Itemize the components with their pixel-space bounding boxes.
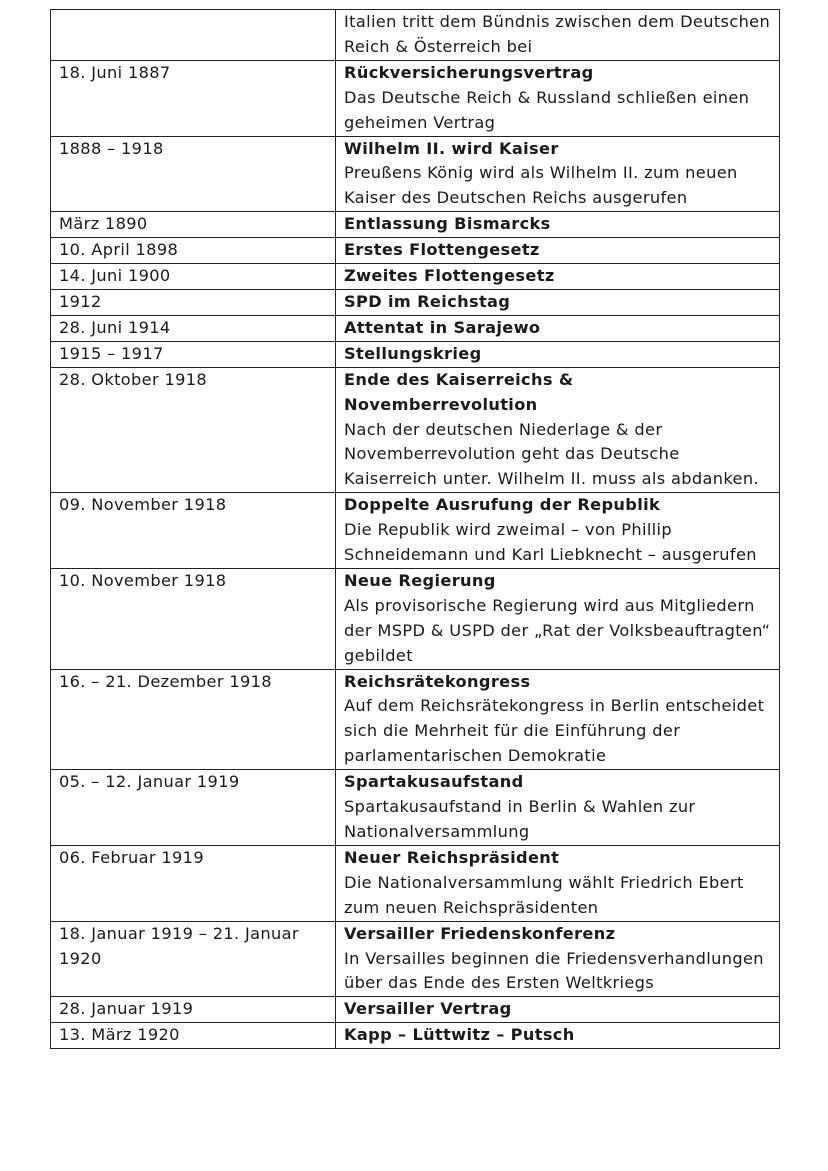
table-row: [51, 770, 780, 846]
event-cell: [336, 341, 780, 367]
event-date: 1888 – 1918: [59, 138, 164, 158]
date-cell: [51, 770, 336, 846]
event-cell: [336, 770, 780, 846]
event-cell: [336, 845, 780, 921]
event-description: In Versailles beginnen die Friedensverhandlungen über das Ende des Ersten Weltkriegs: [344, 948, 764, 993]
event-title: Stellungskrieg: [344, 343, 482, 363]
date-cell: [51, 493, 336, 569]
event-cell: [336, 315, 780, 341]
table-row: [51, 669, 780, 770]
event-title: Entlassung Bismarcks: [344, 214, 551, 234]
event-cell: [336, 1023, 780, 1049]
table-row: [51, 341, 780, 367]
event-title: SPD im Reichstag: [344, 291, 511, 311]
event-cell: [336, 997, 780, 1023]
event-cell: [336, 493, 780, 569]
event-title: Versailler Vertrag: [344, 999, 512, 1019]
event-cell: [336, 10, 780, 61]
event-date: März 1890: [59, 214, 148, 234]
table-row: [51, 289, 780, 315]
date-cell: [51, 367, 336, 493]
event-date: 1915 – 1917: [59, 343, 164, 363]
date-cell: [51, 10, 336, 61]
event-description: Die Republik wird zweimal – von Phillip Schneidemann und Karl Liebknecht – ausgerufen: [344, 520, 757, 565]
date-cell: [51, 669, 336, 770]
event-date: 28. Januar 1919: [59, 999, 194, 1019]
event-title: Erstes Flottengesetz: [344, 240, 540, 260]
event-cell: [336, 264, 780, 290]
date-cell: [51, 315, 336, 341]
table-row: [51, 315, 780, 341]
event-cell: [336, 289, 780, 315]
event-date: 10. November 1918: [59, 570, 227, 590]
date-cell: [51, 997, 336, 1023]
event-title: Ende des Kaiserreichs & Novemberrevolution: [344, 369, 574, 414]
event-date: 09. November 1918: [59, 495, 227, 515]
table-row: [51, 493, 780, 569]
event-date: 06. Februar 1919: [59, 847, 204, 867]
table-row: [51, 212, 780, 238]
table-row: [51, 10, 780, 61]
event-title: Doppelte Ausrufung der Republik: [344, 495, 661, 515]
event-description: Auf dem Reichsrätekongress in Berlin entscheidet sich die Mehrheit für die Einführung der parlamentarischen Demokratie: [344, 696, 765, 766]
event-title: Versailler Friedenskonferenz: [344, 923, 616, 943]
event-cell: [336, 568, 780, 669]
timeline-table: [50, 9, 780, 1049]
date-cell: [51, 136, 336, 212]
event-cell: [336, 60, 780, 136]
table-row: [51, 136, 780, 212]
table-row: [51, 845, 780, 921]
table-row: [51, 568, 780, 669]
table-row: [51, 367, 780, 493]
event-description: Nach der deutschen Niederlage & der Novemberrevolution geht das Deutsche Kaiserreich unter. Wilhelm II. muss als abdanken.: [344, 419, 759, 489]
date-cell: [51, 238, 336, 264]
event-title: Attentat in Sarajewo: [344, 317, 541, 337]
date-cell: [51, 845, 336, 921]
event-date: 28. Juni 1914: [59, 317, 171, 337]
event-description: Spartakusaufstand in Berlin & Wahlen zur Nationalversammlung: [344, 797, 696, 841]
table-row: [51, 997, 780, 1023]
date-cell: [51, 289, 336, 315]
event-title: Reichsrätekongress: [344, 671, 531, 691]
event-cell: [336, 921, 780, 997]
date-cell: [51, 921, 336, 997]
event-title: Wilhelm II. wird Kaiser: [344, 138, 559, 158]
event-cell: [336, 238, 780, 264]
event-date: 05. – 12. Januar 1919: [59, 772, 240, 792]
event-title: Spartakusaufstand: [344, 772, 524, 792]
table-row: [51, 1023, 780, 1049]
event-description: Das Deutsche Reich & Russland schließen einen geheimen Vertrag: [344, 87, 750, 132]
event-date: 16. – 21. Dezember 1918: [59, 671, 272, 691]
event-title: Zweites Flottengesetz: [344, 266, 555, 286]
event-title: Neuer Reichspräsident: [344, 847, 560, 867]
timeline-body: [51, 10, 780, 1049]
event-description: Als provisorische Regierung wird aus Mitgliedern der MSPD & USPD der „Rat der Volksbeauftragten“ gebildet: [344, 595, 771, 665]
date-cell: [51, 1023, 336, 1049]
event-date: 28. Oktober 1918: [59, 369, 208, 389]
event-description: Italien tritt dem Bündnis zwischen dem Deutschen Reich & Österreich bei: [344, 12, 771, 56]
event-date: 14. Juni 1900: [59, 266, 171, 286]
event-date: 18. Januar 1919 – 21. Januar 1920: [59, 923, 299, 968]
date-cell: [51, 60, 336, 136]
date-cell: [51, 568, 336, 669]
event-date: 13. März 1920: [59, 1025, 180, 1045]
event-date: 18. Juni 1887: [59, 62, 171, 82]
event-date: 1912: [59, 291, 102, 311]
date-cell: [51, 341, 336, 367]
table-row: [51, 921, 780, 997]
event-cell: [336, 136, 780, 212]
event-cell: [336, 669, 780, 770]
event-title: Rückversicherungsvertrag: [344, 62, 594, 82]
date-cell: [51, 212, 336, 238]
date-cell: [51, 264, 336, 290]
event-description: Die Nationalversammlung wählt Friedrich Ebert zum neuen Reichspräsidenten: [344, 872, 744, 917]
event-description: Preußens König wird als Wilhelm II. zum neuen Kaiser des Deutschen Reichs ausgerufen: [344, 163, 738, 208]
table-row: [51, 60, 780, 136]
event-title: Kapp – Lüttwitz – Putsch: [344, 1025, 575, 1045]
event-cell: [336, 212, 780, 238]
table-row: [51, 238, 780, 264]
event-title: Neue Regierung: [344, 570, 496, 590]
event-date: 10. April 1898: [59, 240, 179, 260]
table-row: [51, 264, 780, 290]
event-cell: [336, 367, 780, 493]
